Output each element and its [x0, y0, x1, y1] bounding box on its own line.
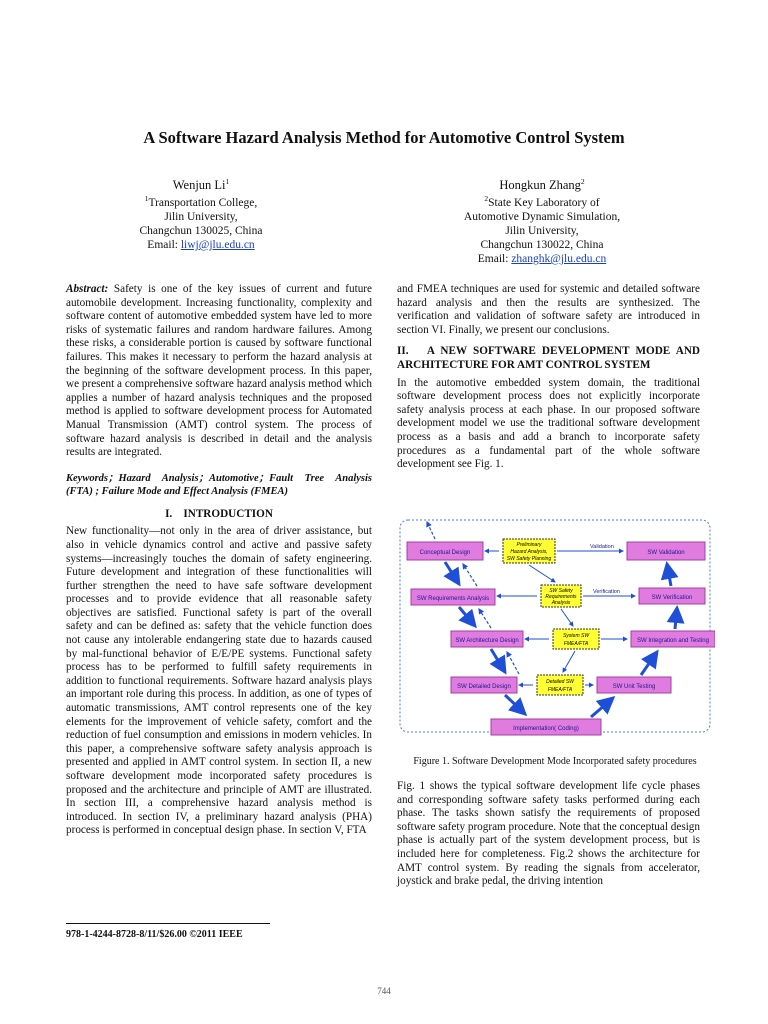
svg-text:Analysis: Analysis	[551, 600, 571, 606]
isbn-copyright: 978-1-4244-8728-8/11/$26.00 ©2011 IEEE	[66, 929, 243, 940]
svg-text:System SW: System SW	[562, 633, 590, 639]
section-heading: I. INTRODUCTION	[165, 507, 273, 520]
author-name: Hongkun Zhang	[499, 178, 581, 193]
svg-text:Conceptual Design: Conceptual Design	[419, 550, 471, 556]
svg-text:Requirements: Requirements	[545, 594, 577, 600]
svg-text:SW Integration and Testing: SW Integration and Testing	[637, 638, 709, 644]
svg-text:SW Verification: SW Verification	[651, 595, 693, 601]
svg-text:Hazard Analysis,: Hazard Analysis,	[510, 549, 548, 555]
right-column-bottom	[397, 780, 700, 889]
box-implementation	[491, 719, 601, 735]
box-sw-integration	[631, 631, 715, 647]
svg-text:Implementation( Coding): Implementation( Coding)	[513, 726, 579, 732]
page-number: 744	[377, 986, 391, 996]
box-sw-verification	[639, 588, 705, 604]
section2-text: In the automotive embedded system domain, the traditional software development process does not explicitly incorporate safety analysis process at each phase. In our proposed software development model we use the traditional software development process as a basis and add a branch to incorporate safety procedures as a fundamental part of the whole software development see Fig. 1.	[397, 376, 700, 471]
email-link[interactable]: liwj@jlu.edu.cn	[180, 238, 255, 251]
safety-box-system-fmea	[553, 629, 599, 649]
box-sw-detailed	[451, 677, 517, 693]
safety-box-pha	[503, 539, 555, 563]
figure-caption: Figure 1. Software Development Mode Incorporated safety procedures	[413, 756, 697, 767]
right-column-top	[397, 283, 700, 472]
figure-1-diagram	[395, 514, 715, 744]
section-heading: II. A NEW SOFTWARE DEVELOPMENT MODE AND ARCHITECTURE FOR AMT CONTROL SYSTEM	[397, 345, 700, 371]
svg-text:SW Requirements Analysis: SW Requirements Analysis	[416, 596, 490, 602]
intro-text: New functionality—not only in the area of driver assistance, but also in vehicle dynamics control and active and passive safety systems—increasingly touches the domain of safety engineering. Future development and integration of these functionalities will further strengthen the need to have safe software development processes and to provide evidence that all reasonable safety objectives are satisfied. Functional safety is part of the overall safety and can be defined as: safety that the vehicle function does not cause any intolerable endangering state due to hazards caused by mal-functional behavior of E/E/PE systems. Functional safety process has to be performed to fulfill safety requirements in addition to functional requirements. Software hazard analysis plays an important role during this process. In addition, as one of types of automatic transmissions, AMT control represents one of the key elements for the improvement of vehicle safety, comfort and the reduction of fuel consumption and emissions in modern vehicles. In this paper, a comprehensive software safety analysis approach is presented and applied in AMT control system. In section II, a new software development mode incorporated safety procedures is proposed and the architecture and principle of AMT are illustrated. In section III, a comprehensive hazard analysis method is introduced. In section IV, a preliminary hazard analysis (PHA) process is performed in conceptual design phase. In section V, FTA	[66, 525, 372, 837]
author-name: Wenjun Li	[172, 178, 226, 193]
svg-text:SW Architecture Design: SW Architecture Design	[455, 638, 519, 644]
svg-text:SW Detailed Design: SW Detailed Design	[457, 684, 511, 690]
svg-text:SW Safety: SW Safety	[549, 588, 573, 594]
box-sw-validation	[627, 542, 705, 560]
abstract: Abstract: Safety is one of the key issues of current and future automobile development. Increasing functionality, complexity and software content of automotive embedded system have led to more risks of systematic failures and random hardware failures. Among these risks, a considerable portion is caused by software functional failures. This makes it necessary to perform the hazard analysis at the beginning of the software development process. In this paper, we present a comprehensive software hazard analysis method which applies a number of hazard analysis techniques and the proposed method is applied to software development process for Automated Manual Transmission (AMT) control system. The process of software hazard analysis is described in detail and the analysis results are integrated.	[66, 283, 372, 459]
left-column	[66, 283, 372, 838]
author-block-2: Hongkun Zhang$^2$ $^2$State Key Laboratory of Automotive Dynamic Simulation, Jilin University, Changchun 130022, China Email: zhanghk@jlu.edu.cn	[463, 177, 621, 265]
svg-text:Preliminary: Preliminary	[516, 542, 542, 548]
safety-box-detailed-fmea	[537, 675, 583, 695]
email-link[interactable]: zhanghk@jlu.edu.cn	[511, 252, 607, 265]
safety-box-requirements	[541, 585, 581, 607]
box-sw-unit-testing	[597, 677, 671, 693]
verification-label: Verification	[593, 589, 620, 595]
svg-text:FMEA/FTA: FMEA/FTA	[563, 641, 589, 647]
box-sw-architecture	[451, 631, 523, 647]
footnote-rule	[66, 923, 270, 924]
figure-discussion: Fig. 1 shows the typical software development life cycle phases and corresponding software safety tasks performed during each phase. The tasks shown satisfy the requirements of proposed software safety program procedure. Note that the conceptual design phase is actually part of the system development process, but is included here for completeness. Fig.2 shows the architecture for AMT control system. By reading the signals from accelerator, joystick and brake pedal, the driving intention	[397, 780, 700, 888]
validation-label: Validation	[590, 544, 614, 550]
svg-text:FMEA/FTA: FMEA/FTA	[547, 687, 573, 693]
intro-continued: and FMEA techniques are used for systemic and detailed software hazard analysis and then the results are synthesized. The verification and validation of software safety are introduced in section VI. Finally, we present our conclusions.	[397, 283, 700, 336]
svg-text:SW Unit Testing: SW Unit Testing	[612, 684, 656, 690]
author-block-1: Wenjun Li$^1$ $^1$Transportation College, Jilin University, Changchun 130025, China Email: liwj@jlu.edu.cn	[139, 177, 263, 251]
svg-text:SW Validation: SW Validation	[647, 550, 685, 556]
box-sw-requirements	[411, 589, 495, 605]
box-conceptual-design	[407, 542, 483, 560]
paper-title: A Software Hazard Analysis Method for Automotive Control System	[143, 128, 625, 147]
svg-text:SW Safety Planning: SW Safety Planning	[506, 556, 552, 562]
svg-text:Detailed SW: Detailed SW	[546, 679, 574, 685]
keywords: Keywords；Hazard Analysis；Automotive；Fault Tree Analysis (FTA) ; Failure Mode and Effect Analysis (FMEA)	[66, 472, 372, 497]
